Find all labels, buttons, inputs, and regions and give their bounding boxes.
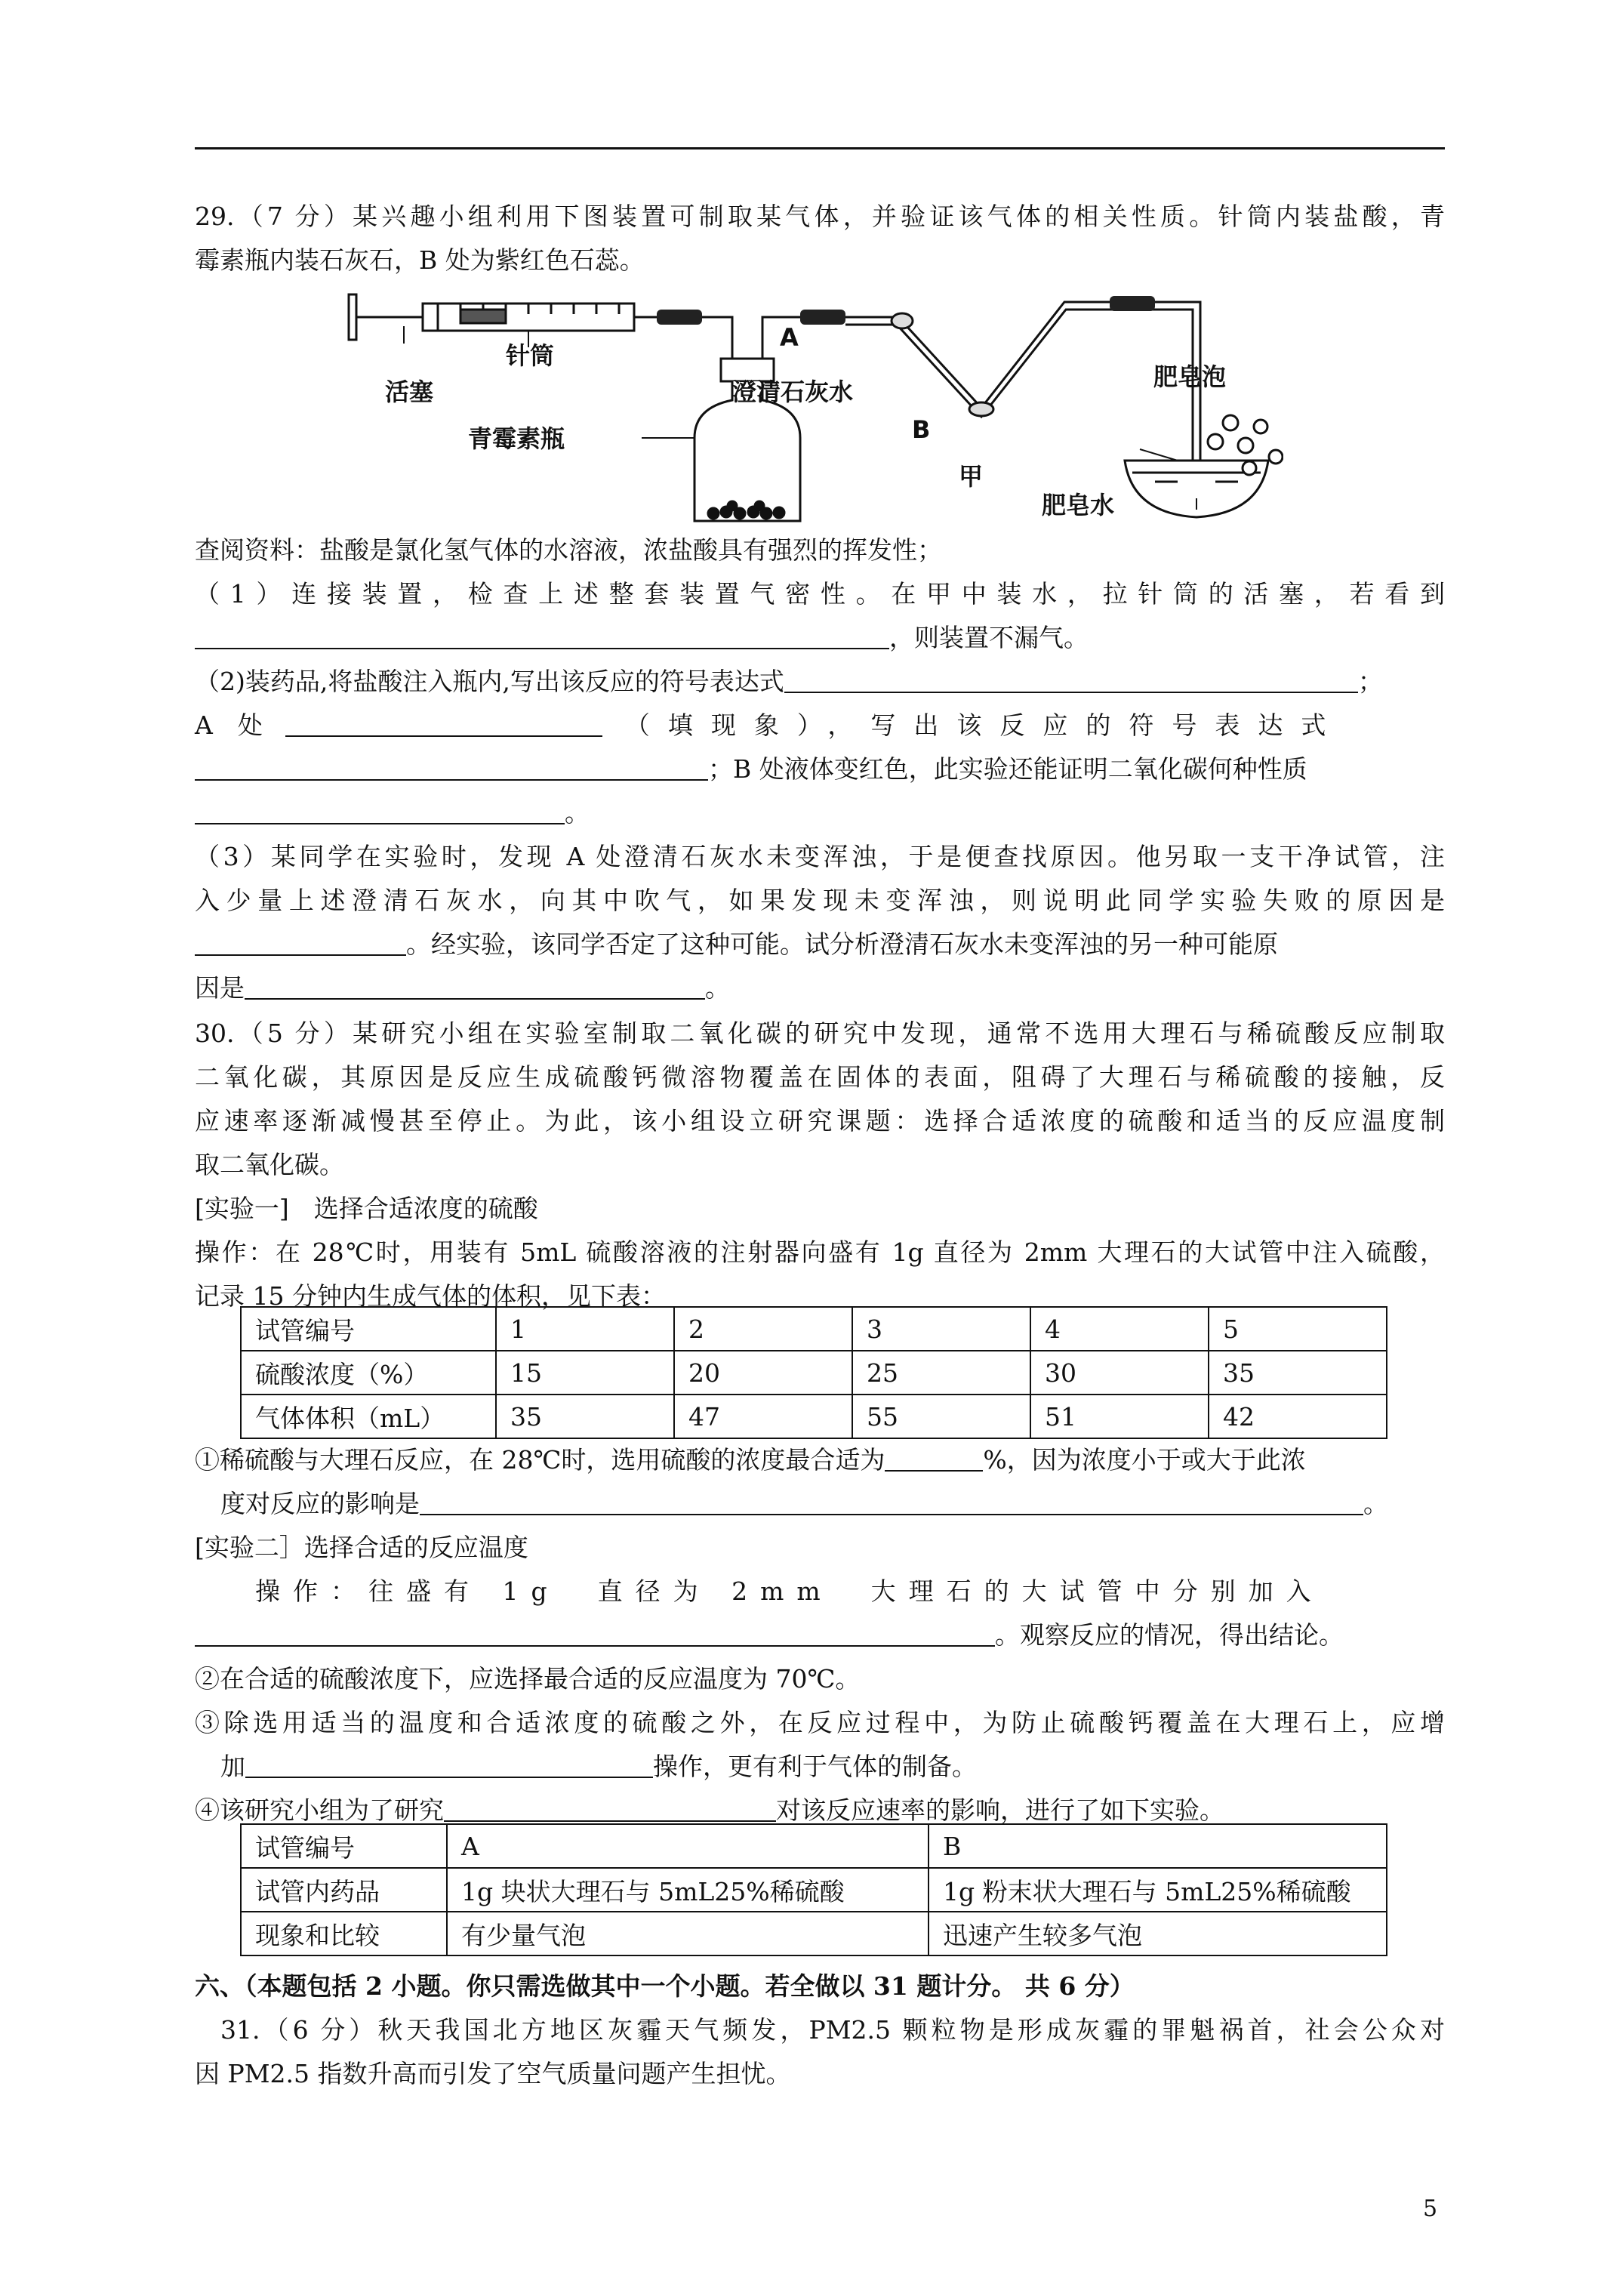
- table-concentration: [240, 1306, 1387, 1439]
- table-cell: 35: [496, 1395, 674, 1438]
- table-row: [241, 1307, 1387, 1351]
- q30-item3-line-1: ③除选用适当的温度和合适浓度的硫酸之外，在反应过程中，为防止硫酸钙覆盖在大理石上，应增: [195, 1708, 1445, 1737]
- table-cell: 55: [852, 1395, 1030, 1438]
- q29-part1-line-2: ，则装置不漏气。: [195, 616, 1445, 660]
- q29-part2-line-3: ；B 处液体变红色，此实验还能证明二氧化碳何种性质: [195, 747, 1445, 791]
- table-comparison: [240, 1823, 1387, 1956]
- q29-part1-line-1: （1）连接装置，检查上述整套装置气密性。在甲中装水，拉针筒的活塞，若看到: [195, 579, 1445, 609]
- q30-item2: ②在合适的硫酸浓度下，应选择最合适的反应温度为 70℃。: [195, 1664, 861, 1693]
- q30-intro-line-2: 二氧化碳，其原因是反应生成硫酸钙微溶物覆盖在固体的表面，阻碍了大理石与稀硫酸的接触，反: [195, 1062, 1445, 1092]
- table-cell: 1: [496, 1307, 674, 1351]
- label-qingmeisu: 青霉素瓶: [468, 424, 565, 453]
- tube-joint-icon: [657, 310, 702, 325]
- label-huosai: 活塞: [385, 378, 434, 406]
- table-row: [241, 1824, 1387, 1868]
- table-cell: 试管内药品: [241, 1868, 447, 1912]
- apparatus-figure: [340, 287, 1283, 536]
- q30-exp1-op-line-2: 记录 15 分钟内生成气体的体积，见下表：: [195, 1281, 666, 1311]
- q29-part3-line-2: 入少量上述澄清石灰水，向其中吹气，如果发现未变浑浊，则说明此同学实验失败的原因是: [195, 886, 1445, 915]
- q29-part3-line-4: 因是 。: [195, 973, 730, 1003]
- table-cell: 试管编号: [241, 1307, 496, 1351]
- table-cell: 5: [1209, 1307, 1387, 1351]
- q29-intro-line-2: 霉素瓶内装石灰石，B 处为紫红色石蕊。: [195, 245, 645, 275]
- section-6-heading: 六、（本题包括 2 小题。你只需选做其中一个小题。若全做以 31 题计分。 共 6 分）: [195, 1971, 1135, 2001]
- q29-part3-line-1: （3）某同学在实验时，发现 A 处澄清石灰水未变浑浊，于是便查找原因。他另取一支干净试管，注: [195, 842, 1445, 871]
- table-cell: 35: [1209, 1351, 1387, 1395]
- table-cell: 51: [1030, 1395, 1209, 1438]
- answer-blank[interactable]: [444, 1798, 776, 1822]
- section-6: [195, 1965, 1445, 2096]
- table-row: [241, 1351, 1387, 1395]
- answer-blank[interactable]: [885, 1447, 983, 1472]
- page-number: 5: [1423, 2196, 1438, 2222]
- label-b: B: [912, 415, 931, 444]
- q30-exp2-op-line-1: 操作：往盛有 1g 直径为 2mm 大理石的大试管中分别加入: [255, 1576, 1324, 1606]
- table-cell: 1g 块状大理石与 5mL25%稀硫酸: [447, 1868, 929, 1912]
- q30-intro-line-4: 取二氧化碳。: [195, 1150, 344, 1179]
- table-cell: 2: [674, 1307, 852, 1351]
- table-row: [241, 1395, 1387, 1438]
- q29-body: [195, 529, 1445, 1010]
- q31-line-2: 因 PM2.5 指数升高而引发了空气质量问题产生担忧。: [195, 2059, 791, 2088]
- syringe-icon: [349, 294, 657, 340]
- q29-part2-line-2: A 处 （填现象），写出该反应的符号表达式: [195, 710, 1344, 740]
- table-cell: 47: [674, 1395, 852, 1438]
- table-cell: 4: [1030, 1307, 1209, 1351]
- answer-blank[interactable]: [245, 1754, 653, 1778]
- table-row: [241, 1912, 1387, 1955]
- table-cell: 20: [674, 1351, 852, 1395]
- answer-blank[interactable]: [195, 932, 406, 956]
- q30-intro: [195, 1012, 1445, 1318]
- table-cell: 气体体积（mL）: [241, 1395, 496, 1438]
- q30-item1-line-1: ①稀硫酸与大理石反应，在 28℃时，选用硫酸的浓度最合适为 %，因为浓度小于或大于此浓: [195, 1445, 1306, 1475]
- q30-item1-line-2: 度对反应的影响是 。: [220, 1489, 1388, 1518]
- table-cell: 1g 粉末状大理石与 5mL25%稀硫酸: [929, 1868, 1387, 1912]
- label-zhentong: 针筒: [506, 341, 555, 370]
- q30-intro-line-1: 30.（5 分）某研究小组在实验室制取二氧化碳的研究中发现，通常不选用大理石与稀硫酸反应制取: [195, 1019, 1445, 1048]
- q30-exp2-op-line-2: 。观察反应的情况，得出结论。: [195, 1613, 1445, 1657]
- label-feizaoshui: 肥皂水: [1042, 491, 1115, 519]
- answer-blank[interactable]: [195, 757, 708, 781]
- q29-part3-line-3: 。经实验，该同学否定了这种可能。试分析澄清石灰水未变浑浊的另一种可能原: [195, 923, 1445, 966]
- q30-item3-line-2: 加 操作，更有利于气体的制备。: [220, 1752, 977, 1781]
- label-jia: 甲: [959, 462, 984, 491]
- answer-blank[interactable]: [420, 1491, 1363, 1515]
- table-cell: 硫酸浓度（%）: [241, 1351, 496, 1395]
- q30-intro-line-3: 应速率逐渐减慢甚至停止。为此，该小组设立研究课题：选择合适浓度的硫酸和适当的反应温度制: [195, 1106, 1445, 1136]
- q31-line-1: 31.（6 分）秋天我国北方地区灰霾天气频发，PM2.5 颗粒物是形成灰霾的罪魁祸首，社会公众对: [220, 2015, 1445, 2045]
- header-rule: [195, 147, 1445, 149]
- table-cell: A: [447, 1824, 929, 1868]
- q30-exp1-title: [实验一] 选择合适浓度的硫酸: [195, 1194, 538, 1223]
- table-cell: 试管编号: [241, 1824, 447, 1868]
- q29-part2-line-1: （2)装药品,将盐酸注入瓶内,写出该反应的符号表达式 ；: [195, 667, 1383, 696]
- answer-blank[interactable]: [784, 669, 1358, 693]
- table-cell: 25: [852, 1351, 1030, 1395]
- table-cell: 30: [1030, 1351, 1209, 1395]
- table-cell: 迅速产生较多气泡: [929, 1912, 1387, 1955]
- label-chengqing: 澄清石灰水: [732, 378, 854, 406]
- answer-blank[interactable]: [285, 713, 602, 737]
- table-cell: B: [929, 1824, 1387, 1868]
- answer-blank[interactable]: [245, 975, 705, 1000]
- label-feizaopao: 肥皂泡: [1153, 362, 1227, 391]
- q29-reference: 查阅资料：盐酸是氯化氢气体的水溶液，浓盐酸具有强烈的挥发性；: [195, 535, 942, 565]
- table-cell: 有少量气泡: [447, 1912, 929, 1955]
- q29-intro-line-1: 29.（7 分）某兴趣小组利用下图装置可制取某气体，并验证该气体的相关性质。针筒内装盐酸，青: [195, 202, 1445, 231]
- q29-intro: [195, 195, 1445, 282]
- q30-exp2-title: [实验二］选择合适的反应温度: [195, 1533, 528, 1562]
- table-cell: 现象和比较: [241, 1912, 447, 1955]
- answer-blank[interactable]: [195, 1623, 995, 1647]
- q30-exp1-op-line-1: 操作：在 28℃时，用装有 5mL 硫酸溶液的注射器向盛有 1g 直径为 2mm 大理石的大试管中注入硫酸，: [195, 1237, 1445, 1267]
- q29-part2-line-4: 。: [195, 791, 1445, 835]
- table-cell: 15: [496, 1351, 674, 1395]
- table-cell: 3: [852, 1307, 1030, 1351]
- table-row: [241, 1868, 1387, 1912]
- label-a: A: [780, 323, 799, 352]
- q30-item4: ④该研究小组为了研究 对该反应速率的影响，进行了如下实验。: [195, 1795, 1224, 1825]
- table-cell: 42: [1209, 1395, 1387, 1438]
- q30-items: [195, 1438, 1445, 1832]
- answer-blank[interactable]: [195, 625, 889, 649]
- answer-blank[interactable]: [195, 800, 565, 824]
